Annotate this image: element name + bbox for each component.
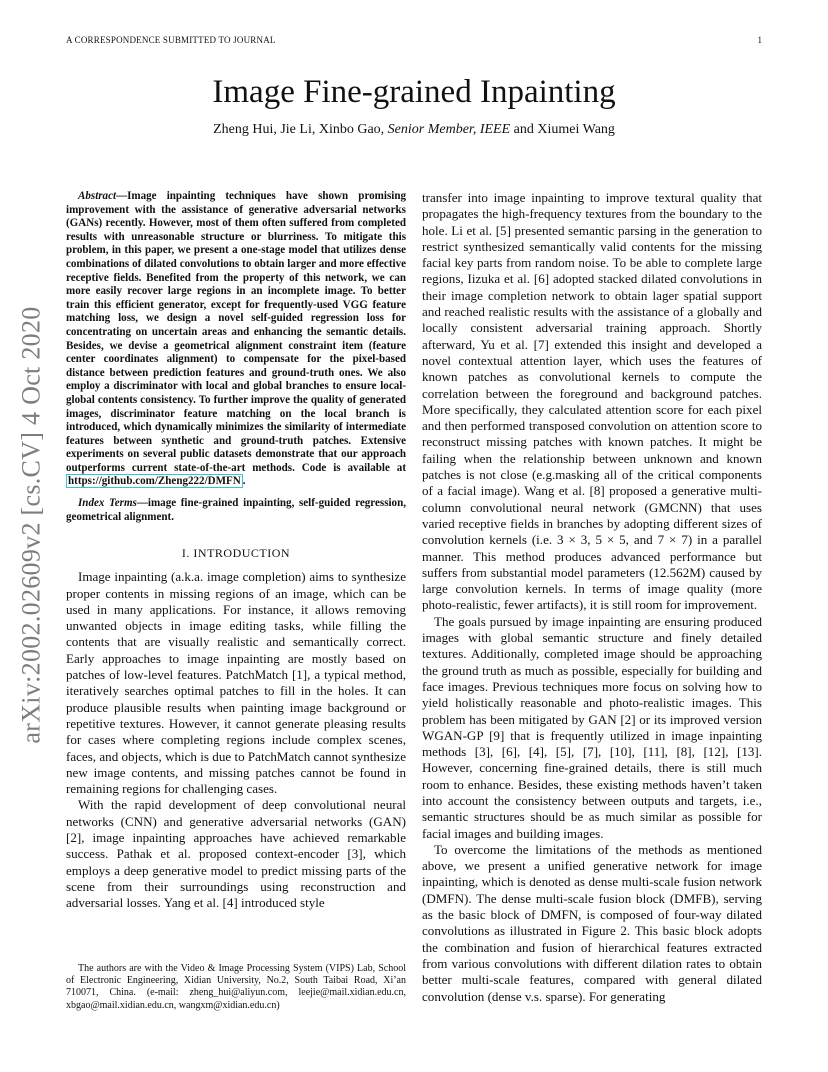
author-honorific: Senior Member, IEEE xyxy=(387,122,511,137)
left-column xyxy=(66,190,406,911)
author-footnote: The authors are with the Video & Image Processing System (VIPS) Lab, School of Electronic Engineering, Xidian University, No.2, South Taibai Road, Xi’an 710071, China. (e-mail: zheng_hui@aliyun.com, leejie@mail.xidian.edu.cn, xbgao@mail.xidian.edu.cn, wangxm@xidian.edu.cn) xyxy=(66,963,406,1011)
abstract-text: —Image inpainting techniques have shown promising improvement with the assistance of generative adversarial networks (GANs) recently. However, most of them often suffered from completed results with unreasonable structure or blurriness. To mitigate this problem, in this paper, we present a one-stage model that utilizes dense combinations of dilated convolutions to obtain larger and more effective receptive fields. Benefited from the property of this network, we can more easily recover large regions in an incomplete image. To better train this efficient generator, except for frequently-used VGG feature matching loss, we design a novel self-guided regression loss for concentrating on uncertain areas and enhancing the semantic details. Besides, we devise a geometrical alignment constraint item (feature center coordinates alignment) to compensate for the pixel-based distance between prediction features and ground-truth ones. We also employ a discriminator with local and global branches to ensure local-global contents consistency. To further improve the quality of generated images, discriminator feature matching on the local branch is introduced, which dynamically minimizes the similarity of intermediate features between synthetic and ground-truth patches. Extensive experiments on several public datasets demonstrate that our approach outperforms current state-of-the-art methods. Code is available at xyxy=(66,190,406,474)
index-terms xyxy=(66,497,406,524)
paragraph: With the rapid development of deep convolutional neural networks (CNN) and generative adversarial networks (GAN) [2], image inpainting approaches have achieved remarkable success. Pathak et al. proposed context-encoder [3], which employs a deep generative model to predict missing parts of the scene from their surroundings using reconstruction and adversarial losses. Yang et al. [4] introduced style xyxy=(66,797,406,911)
paragraph: Image inpainting (a.k.a. image completion) aims to synthesize proper contents in missing regions of an image, which can be used in many applications. For instance, it allows removing unwanted objects in image editing tasks, while filling the contents that are visually realistic and semantically correct. Early approaches to image inpainting are mostly based on patches of low-level features. PatchMatch [1], a typical method, iteratively searches optimal patches to fill in the holes. It can produce plausible results when painting image background or repetitive textures. However, it cannot generate pleasing results for cases where completing regions include complex scenes, faces, and objects, which is due to PatchMatch cannot synthesize new image contents, and missing patches cannot be found in remaining regions for challenging cases. xyxy=(66,569,406,797)
author-line xyxy=(0,122,828,138)
right-column xyxy=(422,190,762,1005)
index-terms-label: Index Terms xyxy=(78,497,137,510)
arxiv-side-stamp xyxy=(2,295,62,755)
index-terms-text: —image fine-grained inpainting, self-guided regression, geometrical alignment. xyxy=(66,497,406,523)
abstract xyxy=(66,190,406,489)
paragraph: transfer into image inpainting to improve textural quality that propagates the high-frequency textures from the boundary to the hole. Li et al. [5] presented semantic parsing in the generation to restrict synthesized semantically valid contents for the missing facial key parts from random noise. To be able to complete large regions, Iizuka et al. [6] adopted stacked dilated convolutions in their image completion network to obtain lager spatial support and reached realistic results with the assistance of a globally and locally consistent adversarial training approach. Shortly afterward, Yu et al. [7] extended this insight and developed a novel contextual attention layer, which uses the features of known patches as convolutional kernels to compute the correlation between the foreground and background patches. More specifically, they calculated attention score for each pixel and then performed transposed convolution on attention score to reconstruct missing patches with known patches. It might be failing when the relationship between unknown and known patches is not close (e.g.masking all of the critical components of a facial image). Wang et al. [8] proposed a generative multi-column convolutional neural network (GMCNN) that uses varied receptive fields in branches by adopting different sizes of convolution kernels (i.e. 3 × 3, 5 × 5, and 7 × 7) in a parallel manner. This method produces advanced performance but suffers from substantial model parameters (12.562M) caused by large convolution kernels. In terms of image quality (more photo-realistic, fewer artifacts), it is still room for improvement. xyxy=(422,190,762,613)
section-heading: I. INTRODUCTION xyxy=(181,546,291,561)
paper-title: Image Fine-grained Inpainting xyxy=(212,74,616,110)
paragraph: To overcome the limitations of the methods as mentioned above, we present a unified generative network for image inpainting, which is denoted as dense multi-scale fusion network (DMFN). The dense multi-scale fusion block (DMFB), serving as the basic block of DMFN, is composed of four-way dilated convolutions as illustrated in Figure 2. This basic block adopts the combination and fusion of hierarchical features extracted from various convolutions with different dilation rates to obtain better multi-scale features, compared with general dilated convolution (dense v.s. sparse). For generating xyxy=(422,841,762,1004)
abstract-end: . xyxy=(242,475,246,488)
abstract-label: Abstract xyxy=(78,190,117,202)
running-header: A CORRESPONDENCE SUBMITTED TO JOURNAL xyxy=(66,35,276,45)
paragraph: The goals pursued by image inpainting are ensuring produced images with global semantic structure and finely detailed textures. Additionally, completed image should be approaching the ground truth as much as possible, especially for building and face images. Previous techniques more focus on solving how to yield holistically reasonable and photo-realistic images. This problem has been mitigated by GAN [2] or its improved version WGAN-GP [9] that is frequently utilized in image inpainting methods [3], [6], [4], [5], [7], [10], [11], [8], [12], [13]. However, concerning fine-grained details, there is still much room to enhance. Besides, these existing methods haven’t taken into account the consistency between outputs and targets, i.e., semantic structures should be as much similar as possible for facial images and building images. xyxy=(422,613,762,841)
arxiv-identifier: arXiv:2002.02609v2 [cs.CV] 4 Oct 2020 xyxy=(17,306,46,744)
page-number: 1 xyxy=(757,35,762,45)
code-link[interactable]: https://github.com/Zheng222/DMFN xyxy=(68,475,241,488)
author-names: Zheng Hui, Jie Li, Xinbo Gao, xyxy=(213,122,385,137)
author-tail: and Xiumei Wang xyxy=(513,122,615,137)
